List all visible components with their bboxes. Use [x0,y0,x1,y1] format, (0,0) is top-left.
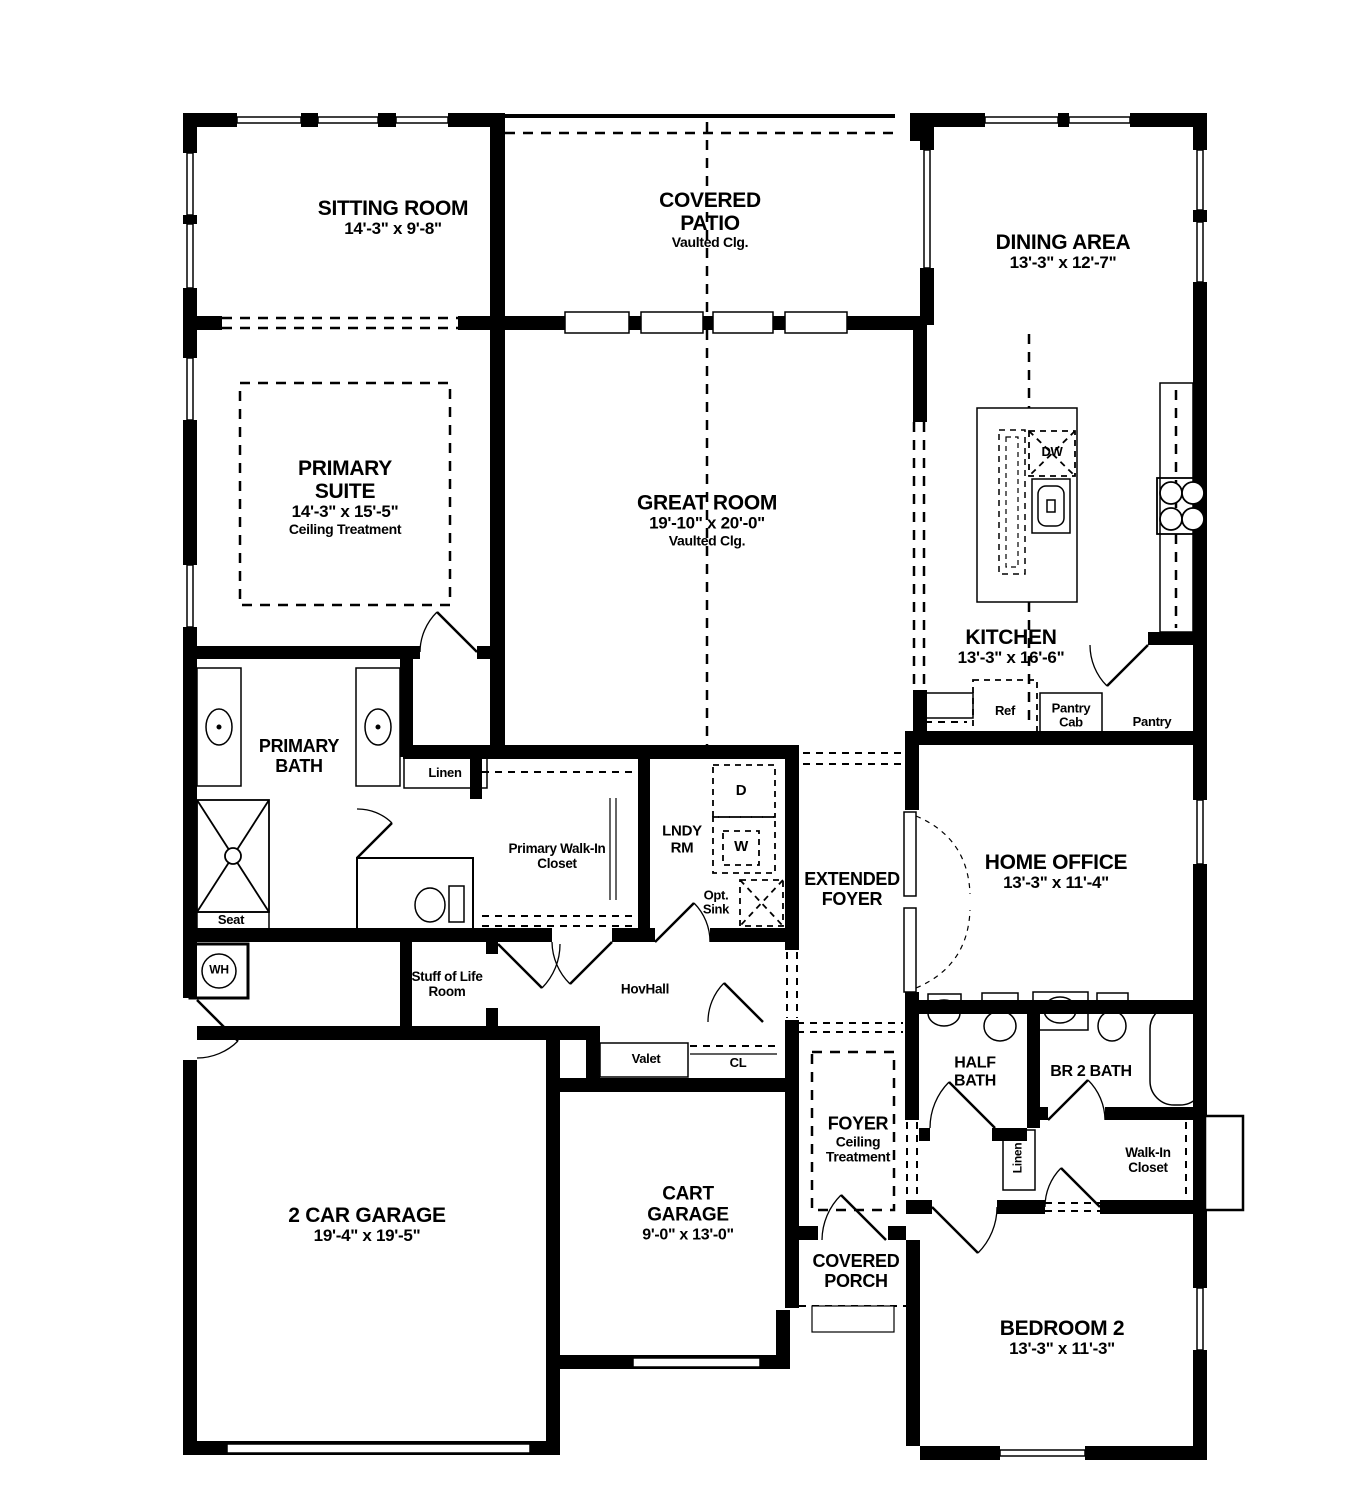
windows [180,110,1210,1463]
closet-rod [610,798,616,900]
room-label-great-room [567,491,847,548]
room-dims: 13'-3" x 11'-4" [1003,873,1109,893]
porch-step [812,1306,894,1332]
island-sink [1032,479,1070,533]
label-cl: CL [729,1054,747,1070]
label-pantry: Pantry [1132,713,1172,729]
room-label-extended-foyer [787,870,917,910]
label-linen2: Linen [1010,1142,1025,1174]
room-note: Ceiling Treatment [288,520,402,537]
room-name: SITTING ROOM [317,197,469,221]
room-dims: 13'-3" x 16'-6" [957,648,1065,668]
room-dims: 14'-3" x 15'-5" [291,502,399,522]
room-label-covered-porch [796,1252,916,1292]
room-name: EXTENDED FOYER [804,869,900,909]
room-label-laundry-room [650,824,714,857]
room-name: HovHall [620,981,670,997]
room-name: PRIMARY BATH [258,736,340,776]
room-name: KITCHEN [965,626,1057,650]
room-name: BEDROOM 2 [999,1317,1125,1341]
room-label-covered-patio [645,189,775,251]
room-name: Stuff of Life Room [411,969,483,999]
label-ref: Ref [994,702,1016,718]
label-washer: W [734,837,748,855]
shower [197,800,269,929]
room-name: COVERED PATIO [659,189,761,236]
room-name: FOYER [827,1113,889,1134]
room-label-kitchen [896,626,1126,668]
room-label-dining-area [933,231,1193,273]
room-label-hovhall [621,983,669,998]
room-name: HALF BATH [953,1054,997,1089]
room-name: COVERED PORCH [812,1251,900,1291]
room-name: PRIMARY SUITE [298,456,392,503]
room-label-stuff-of-life [406,970,488,1000]
room-label-primary-bath [239,737,359,777]
room-label-half-bath [933,1054,1017,1089]
label-opt-sink: Opt. Sink [702,887,730,917]
toilet-room [357,858,473,940]
room-label-walk-in-closet [1107,1146,1189,1176]
room-name: 2 CAR GARAGE [288,1204,446,1228]
room-dims: 19'-4" x 19'-5" [313,1226,421,1246]
room-label-cart-garage [633,1184,743,1243]
label-dryer: D [735,781,747,799]
room-label-sitting-room [313,197,473,239]
label-pantry-cab: Pantry Cab [1051,700,1091,730]
room-name: GREAT ROOM [636,491,778,515]
room-note: Vaulted Clg. [671,234,749,251]
room-label-home-office [926,851,1186,893]
room-note: Vaulted Clg. [668,532,746,549]
room-label-foyer [811,1115,905,1166]
room-name: DINING AREA [995,231,1131,255]
room-label-primary-walk-in-closet [505,842,610,872]
room-name: LNDY RM [662,822,702,856]
room-note: Ceiling Treatment [825,1133,891,1165]
label-dw: DW [1041,443,1063,459]
room-name: BR 2 BATH [1050,1063,1132,1081]
label-wh: WH [209,962,229,977]
room-name: CART GARAGE [647,1183,729,1226]
room-name: Walk-In Closet [1125,1145,1171,1175]
label-valet: Valet [631,1050,661,1066]
room-name: Primary Walk-In Closet [508,841,606,871]
label-linen: Linen [428,764,462,780]
kitchen-island [977,408,1077,602]
room-name: HOME OFFICE [984,851,1128,875]
room-label-2-car-garage [227,1204,507,1246]
room-label-bedroom-2 [922,1317,1202,1359]
label-seat: Seat [217,911,245,927]
room-dims: 9'-0" x 13'-0" [642,1226,734,1244]
room-dims: 19'-10" x 20'-0" [649,513,765,533]
room-dims: 13'-3" x 11'-3" [1009,1339,1115,1359]
room-dims: 13'-3" x 12'-7" [1009,253,1117,273]
room-label-br2-bath [1049,1063,1133,1081]
wall-bumpout [1205,1116,1243,1210]
room-label-primary-suite [270,457,420,537]
room-dims: 14'-3" x 9'-8" [344,219,442,239]
